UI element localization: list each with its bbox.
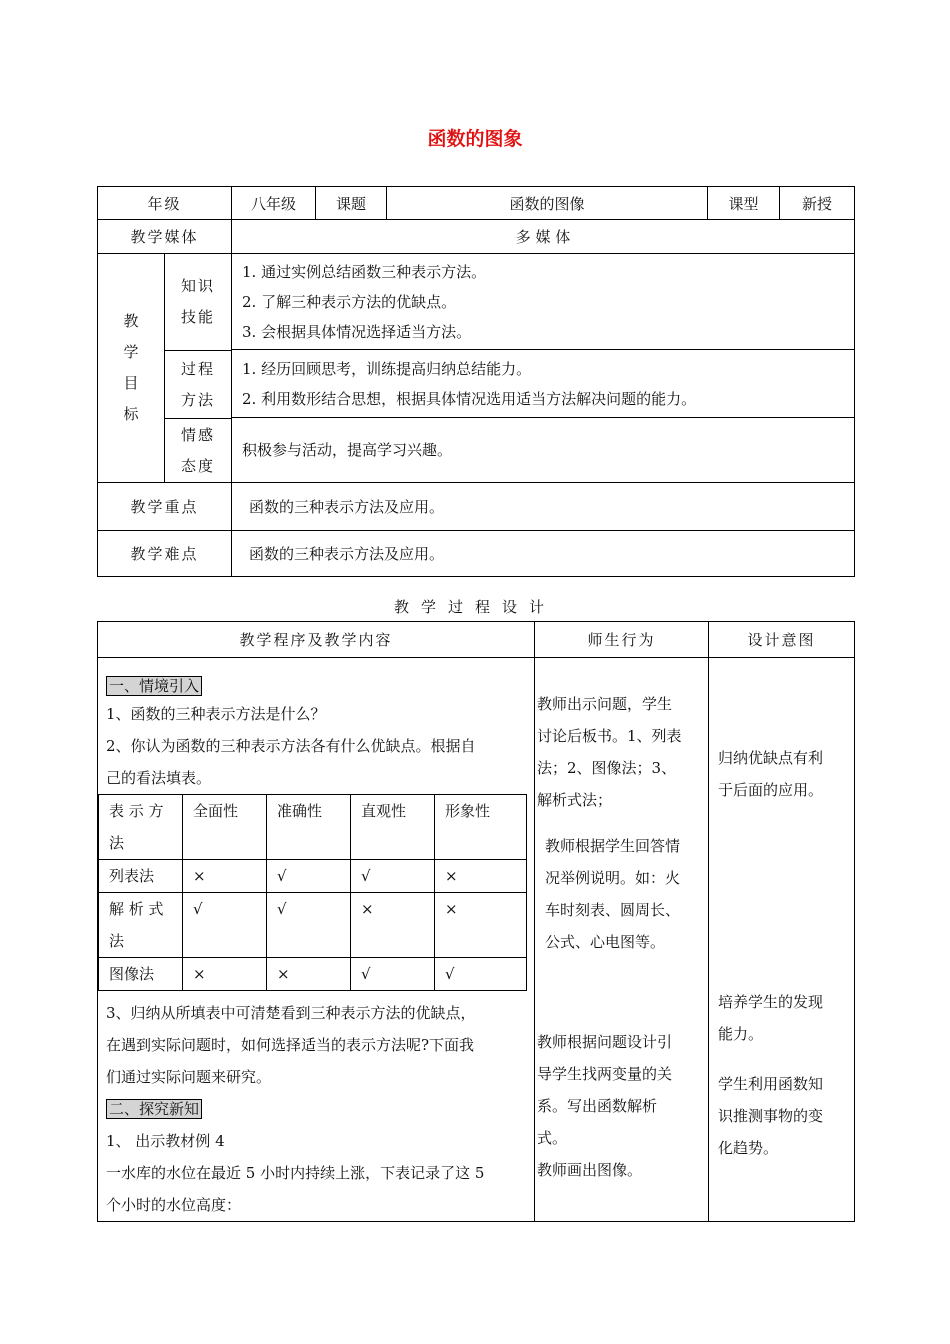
- question-2-cont: 己的看法填表。: [106, 769, 212, 787]
- behavior-line: 教师画出图像。: [537, 1161, 643, 1179]
- difficulty-label: 教学难点: [98, 531, 232, 577]
- process-items: [232, 350, 855, 417]
- compare-col: 准确性: [267, 795, 351, 860]
- intent-line: 归纳优缺点有利: [718, 749, 824, 767]
- behavior-line: 解析式法；: [537, 791, 613, 809]
- goals-label: [98, 254, 165, 482]
- difficulty-text: 函数的三种表示方法及应用。: [232, 531, 855, 577]
- compare-col: 全面性: [183, 795, 267, 860]
- emotion-text: [232, 417, 855, 482]
- label-line: 方法: [180, 390, 215, 409]
- label-line: 过程: [180, 359, 215, 378]
- goals-char: 标: [123, 405, 139, 423]
- process-item: 1. 经历回顾思考，训练提高归纳总结能力。: [242, 359, 532, 378]
- intent-line: 能力。: [718, 1025, 764, 1043]
- compare-cell: ×: [351, 893, 435, 958]
- behavior-line: 车时刻表、圆周长、: [545, 901, 681, 919]
- label-line: 知识: [180, 277, 215, 295]
- content-cell: [98, 658, 535, 1222]
- intent-line: 学生利用函数知: [718, 1075, 824, 1093]
- question-2: 2、你认为函数的三种表示方法各有什么优缺点。根据自: [106, 737, 476, 755]
- behavior-line: 系。写出函数解析: [537, 1097, 658, 1115]
- compare-cell: √: [183, 893, 267, 958]
- compare-row-name: 列表法: [99, 860, 183, 893]
- compare-head: [99, 795, 183, 860]
- compare-cell: ×: [267, 958, 351, 991]
- example-text: 个小时的水位高度：: [106, 1196, 242, 1214]
- emotion-item: 积极参与活动，提高学习兴趣。: [242, 440, 453, 459]
- process-item: 2. 利用数形结合思想，根据具体情况选用适当方法解决问题的能力。: [242, 389, 697, 408]
- behavior-line: 教师出示问题，学生: [537, 695, 673, 713]
- goals-char: 学: [123, 343, 139, 361]
- compare-col: 直观性: [351, 795, 435, 860]
- media-value: 多 媒 体: [232, 220, 855, 254]
- knowledge-item: 3. 会根据具体情况选择适当方法。: [242, 322, 472, 341]
- compare-cell: √: [351, 860, 435, 893]
- lesson-info-table: [97, 186, 855, 577]
- key-point-label: 教学重点: [98, 483, 232, 531]
- design-title: 教学过程设计: [393, 598, 556, 616]
- knowledge-item: 2. 了解三种表示方法的优缺点。: [242, 292, 457, 311]
- behavior-line: 况举例说明。如：火: [545, 869, 681, 887]
- behavior-line: 式。: [537, 1129, 568, 1147]
- behavior-line: 讨论后板书。1、列表: [537, 727, 682, 745]
- compare-cell: √: [267, 860, 351, 893]
- behavior-line: 公式、心电图等。: [545, 933, 666, 951]
- compare-row-name: [99, 893, 183, 958]
- row-name-line: 解 析 式: [109, 900, 164, 918]
- compare-cell: √: [435, 958, 527, 991]
- goals-char: 教: [123, 312, 139, 330]
- topic-label: 课题: [316, 187, 387, 220]
- col-header-intent: 设计意图: [709, 622, 855, 658]
- behavior-cell: [535, 658, 709, 1222]
- example-title: 1、 出示教材例 4: [106, 1132, 225, 1150]
- knowledge-item: 1. 通过实例总结函数三种表示方法。: [242, 262, 487, 281]
- compare-cell: ×: [183, 958, 267, 991]
- page-title: 函数的图象: [427, 128, 523, 150]
- emotion-label: [165, 419, 231, 482]
- compare-row-name: 图像法: [99, 958, 183, 991]
- compare-cell: ×: [435, 893, 527, 958]
- knowledge-items: [232, 254, 855, 350]
- question-1: 1、函数的三种表示方法是什么？: [106, 705, 326, 723]
- knowledge-label: [165, 254, 231, 351]
- question-3: 3、归纳从所填表中可清楚看到三种表示方法的优缺点，: [106, 1004, 476, 1022]
- compare-head-line: 表 示 方: [109, 802, 164, 820]
- section-tag: 二、探究新知: [106, 1099, 202, 1119]
- label-line: 情感: [180, 425, 215, 444]
- media-label: 教学媒体: [98, 220, 232, 254]
- behavior-line: 教师根据学生回答情: [545, 837, 681, 855]
- intent-line: 识推测事物的变: [718, 1107, 824, 1125]
- col-header-content: 教学程序及教学内容: [98, 622, 535, 658]
- type-label: 课型: [708, 187, 780, 220]
- compare-cell: √: [267, 893, 351, 958]
- section-tag: 一、情境引入: [106, 676, 202, 696]
- intent-cell: [709, 658, 855, 1222]
- compare-head-line: 法: [109, 834, 125, 852]
- process-label: [165, 351, 231, 419]
- compare-cell: ×: [435, 860, 527, 893]
- row-name-line: 法: [109, 932, 125, 950]
- intent-line: 于后面的应用。: [718, 781, 824, 799]
- label-line: 态度: [180, 456, 215, 475]
- intent-line: 化趋势。: [718, 1139, 779, 1157]
- label-line: 技能: [180, 308, 215, 326]
- question-3-cont: 们通过实际问题来研究。: [106, 1068, 272, 1086]
- compare-table: [98, 794, 527, 991]
- col-header-behavior: 师生行为: [535, 622, 709, 658]
- topic-value: 函数的图像: [387, 187, 708, 220]
- question-3-cont: 在遇到实际问题时，如何选择适当的表示方法呢?下面我: [106, 1036, 475, 1054]
- compare-cell: √: [351, 958, 435, 991]
- grade-value: 八年级: [232, 187, 316, 220]
- behavior-line: 导学生找两变量的关: [537, 1065, 673, 1083]
- intent-line: 培养学生的发现: [718, 993, 824, 1011]
- type-value: 新授: [780, 187, 855, 220]
- grade-label: 年级: [98, 187, 232, 220]
- key-point-text: 函数的三种表示方法及应用。: [232, 483, 855, 531]
- behavior-line: 法；2、图像法；3、: [537, 759, 677, 777]
- behavior-line: 教师根据问题设计引: [537, 1033, 673, 1051]
- example-text: 一水库的水位在最近 5 小时内持续上涨，下表记录了这 5: [106, 1164, 485, 1182]
- process-table: [97, 621, 855, 1222]
- compare-cell: ×: [183, 860, 267, 893]
- goals-char: 目: [123, 374, 139, 392]
- compare-col: 形象性: [435, 795, 527, 860]
